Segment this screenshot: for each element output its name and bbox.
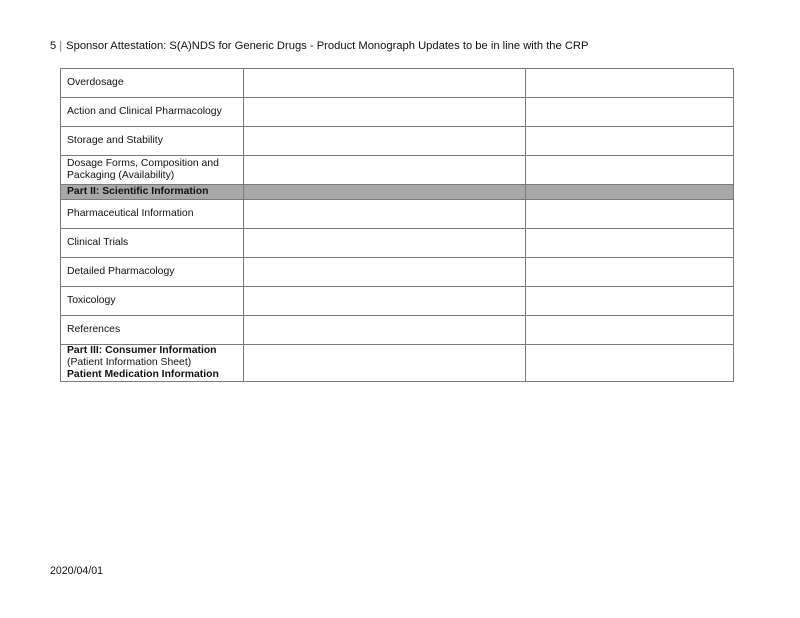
comment-cell[interactable] (526, 98, 734, 127)
comment-cell[interactable] (526, 69, 734, 98)
section-header-row (61, 185, 734, 200)
table-row (61, 258, 734, 287)
table-row (61, 156, 734, 185)
response-cell[interactable] (244, 200, 526, 229)
section-label: References (61, 316, 244, 345)
document-title: Sponsor Attestation: S(A)NDS for Generic Drugs - Product Monograph Updates to be in line with the CRP (66, 40, 589, 52)
part-iii-heading: Part III: Consumer Information (67, 345, 217, 356)
table-row (61, 69, 734, 98)
comment-cell[interactable] (526, 156, 734, 185)
comment-cell[interactable] (526, 200, 734, 229)
response-cell[interactable] (244, 287, 526, 316)
footer-date: 2020/04/01 (50, 565, 104, 577)
response-cell[interactable] (244, 345, 526, 382)
comment-cell[interactable] (526, 127, 734, 156)
table-row (61, 345, 734, 382)
table-row (61, 316, 734, 345)
product-monograph-table (60, 68, 734, 382)
comment-cell[interactable] (526, 316, 734, 345)
section-label: Detailed Pharmacology (61, 258, 244, 287)
section-heading: Part II: Scientific Information (61, 185, 244, 200)
section-label: Overdosage (61, 69, 244, 98)
page-number: 5 (50, 40, 57, 52)
comment-cell[interactable] (526, 258, 734, 287)
response-cell[interactable] (244, 127, 526, 156)
comment-cell[interactable] (526, 345, 734, 382)
section-label: Action and Clinical Pharmacology (61, 98, 244, 127)
section-label: Toxicology (61, 287, 244, 316)
response-cell[interactable] (244, 156, 526, 185)
comment-cell[interactable] (526, 229, 734, 258)
section-heading-fill (244, 185, 526, 200)
response-cell[interactable] (244, 98, 526, 127)
part-iii-subheading: (Patient Information Sheet) (67, 357, 192, 368)
page-header (50, 40, 588, 52)
table-row (61, 127, 734, 156)
table-row (61, 229, 734, 258)
header-separator: | (59, 40, 63, 52)
section-label: Dosage Forms, Composition and Packaging (Availability) (61, 156, 244, 185)
section-label: Storage and Stability (61, 127, 244, 156)
table-row (61, 287, 734, 316)
section-label: Pharmaceutical Information (61, 200, 244, 229)
patient-medication-heading: Patient Medication Information (67, 369, 219, 380)
response-cell[interactable] (244, 258, 526, 287)
section-label: Clinical Trials (61, 229, 244, 258)
response-cell[interactable] (244, 69, 526, 98)
table-row (61, 98, 734, 127)
comment-cell[interactable] (526, 287, 734, 316)
response-cell[interactable] (244, 316, 526, 345)
section-label-multi (61, 345, 244, 382)
response-cell[interactable] (244, 229, 526, 258)
table-row (61, 200, 734, 229)
section-heading-fill (526, 185, 734, 200)
